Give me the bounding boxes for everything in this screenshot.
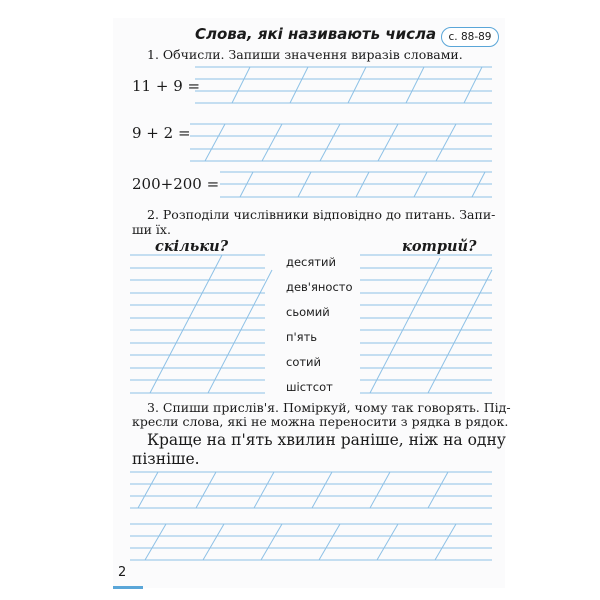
expression-3: 200+200 = [132, 175, 220, 193]
expression-2: 9 + 2 = [132, 124, 191, 142]
question-which: котрий? [402, 238, 477, 255]
task2-instruction-line2: ши їх. [132, 222, 171, 237]
textbook-pages-badge: с. 88-89 [441, 27, 499, 47]
task3-instruction-line2: кресли слова, які не можна переносити з рядка в рядок. [132, 414, 509, 429]
numeral-item: сьомий [286, 305, 330, 319]
task2-instruction-line1: 2. Розподіли числівники відповідно до питань. Запи- [147, 207, 496, 222]
task2-right-ruling [360, 255, 492, 393]
task3-instruction-line1: 3. Спиши прислів'я. Поміркуй, чому так говорять. Під- [147, 400, 511, 415]
numeral-item: десятий [286, 255, 336, 269]
numeral-item: сотий [286, 355, 322, 369]
page-title: Слова, які називають числа [195, 25, 437, 43]
page-number: 2 [118, 565, 127, 580]
expression-1: 11 + 9 = [132, 77, 201, 95]
task1-instruction: 1. Обчисли. Запиши значення виразів словами. [147, 47, 463, 62]
numeral-item: шістсот [286, 380, 333, 394]
proverb-line1: Краще на п'ять хвилин раніше, ніж на одну [147, 431, 506, 449]
task2-left-ruling [130, 255, 272, 393]
question-how-many: скільки? [155, 238, 229, 255]
numeral-item: дев'яносто [286, 280, 353, 294]
task1-ruling [190, 67, 492, 197]
numeral-item: п'ять [286, 330, 318, 344]
page-number-bar [113, 586, 143, 589]
proverb-line2: пізніше. [132, 450, 200, 468]
task3-ruling [130, 472, 492, 560]
